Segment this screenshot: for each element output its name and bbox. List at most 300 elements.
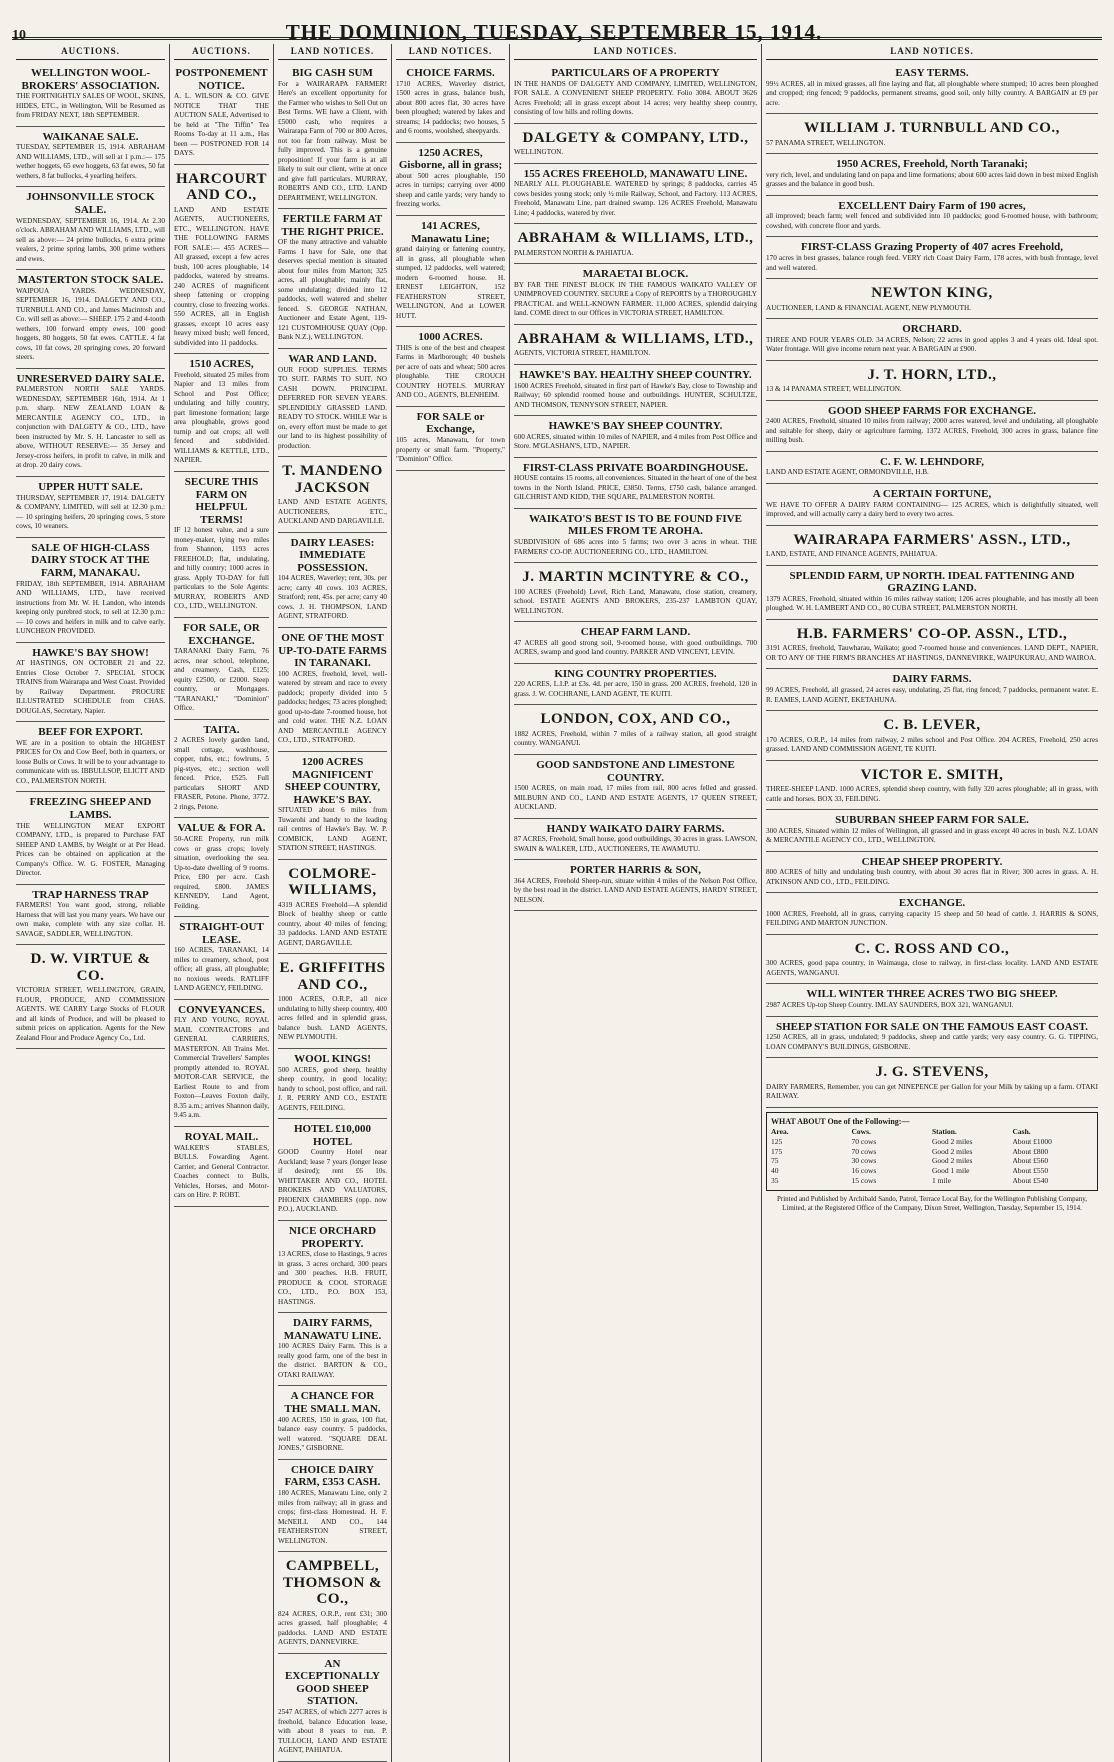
column-heading: LAND NOTICES. [514,44,757,60]
masthead [12,0,1102,44]
ad-title: FIRST-CLASS Grazing Property of 407 acres Freehold, [800,241,1064,254]
ad-title: EXCELLENT Dairy Farm of 190 acres, [838,199,1026,212]
ad-body: all improved; beach farm; well fenced and subdivided into 10 paddocks; good 6-roomed house, with bathroom; cowshed, with concrete floor and yards. [766,212,1098,230]
advertisement [278,533,387,628]
table-cell: About £560 [1012,1156,1049,1166]
ad-body: SUBDIVISION of 686 acres into 5 farms; two over 3 acres in wheat. THE FARMERS' CO-OP. AUCTIONEERING CO., LTD., HAMILTON. [514,538,757,556]
ad-title: A CERTAIN FORTUNE, [872,487,992,500]
ad-title: PARTICULARS OF A PROPERTY [551,67,720,79]
advertisement [396,143,505,216]
ad-title: WAR AND LAND. [288,352,377,365]
ad-title: J. T. HORN, LTD., [867,366,997,383]
ad-body: 50-ACRE Property, run milk cows or grass crops; lovely situation, overlooking the sea. Up-to-date dwelling of 9 rooms. Price, £80 per acre. Cash required, £800. JAMES KENNEDY, Land Agent, Feilding. [174,835,269,910]
ad-title: TAITA. [203,723,240,736]
ad-body: THURSDAY, SEPTEMBER 17, 1914. DALGETY & COMPANY, LIMITED, will sell at 12.30 p.m.:— 10 springing heifers, 20 springing cows, 5 store cows, 10 weaners. [16,493,165,531]
advertisement [396,327,505,407]
ad-title: SALE OF HIGH-CLASS DAIRY STOCK AT THE FARM, MANAKAU. [31,541,150,579]
column-5 [510,44,762,1762]
ad-body: TUESDAY, SEPTEMBER 15, 1914. ABRAHAM AND WILLIAMS, LTD., will sell at 1 p.m.:— 175 wether hoggets, 65 ewe hoggets, 63 fat ewes, 50 fat wethers, 8 fat bullocks, 4 yearling heifers. [16,143,165,180]
ad-body: AT HASTINGS, ON OCTOBER 21 and 22. Entries Close October 7. SPECIAL STOCK TRAINS from Wairarapa and West Coast. Provided by Railway Department. PROCURE ILLUSTRATED SCHEDULE from CHAS. DOUGLAS, Secretary, Napier. [16,659,165,715]
advertisement [514,365,757,416]
ad-title: J. G. STEVENS, [875,1064,989,1081]
ad-body: grand dairying or fattening country, all in grass, all ploughable when stumped, 12 paddocks, well watered; modern 6-roomed house. H. ERNEST LEIGHTON, 152 FEATHERSTON STREET, WELLINGTON, And at LOWER HUTT. [396,245,505,320]
advertisement [396,63,505,143]
ad-body: SITUATED about 6 miles from Tuwarohi and handy to the leading rail centres of Hawke's Bay. W. P. COMBICK, LAND AGENT, STATION STREET, HASTINGS. [278,806,387,853]
advertisement [278,1460,387,1552]
ad-body: A. L. WILSON & CO. GIVE NOTICE THAT THE AUCTION SALE, Advertised to be held at "The Tiffin" Tea Rooms To-day at 11 a.m., Has been — POSTPONED FOR 14 DAYS. [174,92,269,158]
ad-body: THE FORTNIGHTLY SALES OF WOOL, SKINS, HIDES, ETC., in Wellington, Will be Resumed as from FRIDAY NEXT, 18th SEPTEMBER. [16,92,165,120]
table-cell: 30 cows [851,1156,877,1166]
ad-body: WE HAVE TO OFFER A DAIRY FARM CONTAINING— 125 ACRES, which is delightfully situated, well improved, and will actually carry a dairy herd to every two acres. [766,500,1098,519]
advertisement [514,416,757,458]
advertisement [278,1119,387,1221]
ad-title: VALUE & FOR A. [177,822,266,835]
advertisement [278,349,387,457]
ad-title: EXCHANGE. [898,897,966,910]
ad-body: 2 ACRES lovely garden land, small cottage, washhouse, copper, tubs, etc.; fowlruns, 5 pig-styes, etc.; section well fenced. Price, £525. Full particulars SHORT AND FRASER, Petone. Phone, 3772. 2 rings, Petone. [174,736,269,811]
ad-title: ABRAHAM & WILLIAMS, LTD., [517,230,754,247]
ad-title: E. GRIFFITHS AND CO., [279,960,386,993]
ad-title: GOOD SANDSTONE AND LIMESTONE COUNTRY. [536,758,735,784]
advertisement [514,509,757,563]
advertisement [766,984,1098,1016]
paper-title: THE DOMINION, TUESDAY, SEPTEMBER 15, 1914. [285,20,823,44]
ad-title: 1950 ACRES, Freehold, North Taranaki; [836,158,1028,171]
ad-title: NEWTON KING, [871,285,993,302]
ad-body: 100 ACRES (Freehold) Level, Rich Land, Manawatu, close station, creamery, school. ESTATE AGENTS AND BROKERS, 235-237 LAMBTON QUAY, WELLINGTON. [514,587,757,615]
ad-body: 1000 ACRES, O.R.P., all nice undulating to hilly sheep country, 400 acres felled and in splendid grass, balance bush. LAND AGENTS, NEW PLYMOUTH. [278,995,387,1042]
ad-body: For a WAIRARAPA FARMER! Here's an excellent opportunity for the Farmer who wishes to Sell Out on Best Terms. WE have a Client, with £5000 cash, who requires a Wairarapa Farm of 700 or 800 Acres, not too far from railway. Must be fully improved. This is a genuine proposition! If your farm is at all likely to suit our client, write at once and give full particulars. MURRAY, ROBERTS AND CO., LTD. LAND DEPARTMENT, WELLINGTON. [278,79,387,202]
ad-title: STRAIGHT-OUT LEASE. [179,921,264,946]
ad-body: FLY AND YOUNG, ROYAL MAIL CONTRACTORS and GENERAL CARRIERS, MASTERTON. All Trains Met. Commercial Travellers' Samples promptly attended to. ROYAL MOTOR-CAR SERVICE, the Earliest Route to and from Foxton—Leaves Foxton daily, 8.35 a.m.; arrives Shannon daily, 9.45 a.m. [174,1016,269,1120]
imprint: Printed and Published by Archibald Sando, Patrol, Terrace Local Bay, for the Wellington Publishing Company, Limited, at the Registered Office of the Company, Dixon Street, Wellington, Tuesday, September 15, 1914. [776,1194,1087,1212]
advertisement [16,270,165,369]
ad-title: C. B. LEVER, [883,717,981,734]
ad-list [16,63,165,1049]
ad-body: THREE AND FOUR YEARS OLD. 34 ACRES, Nelson; 22 acres in good apples 3 and 4 years old. Ideal spot. Water frontage. Will give income return next year. A BARGAIN at £900. [766,335,1098,354]
ad-title: DAIRY FARMS, MANAWATU LINE. [283,1317,382,1342]
advertisement [514,705,757,755]
ad-body: 2987 ACRES Up-top Sheep Country. IMLAY SAUNDERS, BOX 321, WANGANUI. [766,1001,1014,1010]
ad-title: JOHNSONVILLE STOCK SALE. [26,191,155,217]
ad-title: 1200 ACRES MAGNIFICENT SHEEP COUNTRY, HAWKE'S BAY. [284,755,381,806]
advertisement [278,209,387,349]
ad-body: 824 ACRES, O.R.P., rent £31; 300 acres grassed, half ploughable; 4 paddocks. LAND AND ESTATE AGENTS, DANNEVIRKE. [278,1609,387,1647]
ad-body: 87 ACRES, Freehold, Small house, good outbuildings, 30 acres in grass. LAWSON, SWAIN & WALKER, LTD., AUCTIONEERS, TE AWAMUTU. [514,835,757,853]
ad-body: Freehold, situated 25 miles from Napier and 13 miles from School and Post Office; undulating and hilly country, part limestone formation; large area ploughable, grows good turnip and oat crops; all well fenced and subdivided. WILLIAMS & KETTLE, LTD., NAPIER. [174,370,269,465]
ad-title: MARAETAI BLOCK. [582,268,689,281]
header-cell: Cows. [851,1127,871,1137]
ad-title: HAWKE'S BAY SHOW! [32,646,149,659]
advertisement [766,852,1098,894]
advertisement [766,196,1098,238]
ad-title: HARCOURT AND CO., [176,170,267,204]
column-2 [170,44,274,1762]
advertisement [278,457,387,533]
advertisement [174,818,269,917]
ad-body: 1250 ACRES, all in grass, undulated; 9 paddocks, sheep and cattle yards; very easy country. G. G. TIPPING, LOAN COMPANY'S BUILDINGS, GISBORNE. [766,1033,1098,1051]
advertisement [514,458,757,509]
advertisement [174,618,269,720]
advertisement [766,114,1098,154]
advertisement [278,63,387,209]
ad-body: WAIPOUA YARDS. WEDNESDAY, SEPTEMBER 16, 1914. DALGETY AND CO., TURNBULL AND CO., and James Macintosh and Co. will sell as above:— SHEEP. 175 2 and 4-tooth wethers, 100 forward empty ewes, 100 good hoggets, 80 hoggets, 50 fat ewes. CATTLE. 4 fat cows, 10 fat cows, 20 springing cows, 20 forward steers. [16,286,165,362]
advertisement [174,1000,269,1127]
ad-title: ORCHARD. [902,323,962,336]
ad-title: 1250 ACRES, Gisborne, all in grass; [398,146,503,172]
advertisement [278,1552,387,1654]
ad-title: CONVEYANCES. [178,1003,265,1016]
table-cell: About £1000 [1012,1136,1052,1146]
table-rows [771,1137,1093,1186]
ad-body: 57 PANAMA STREET, WELLINGTON. [766,138,886,147]
ad-title: WILL WINTER THREE ACRES TWO BIG SHEEP. [806,988,1058,1001]
advertisement [514,124,757,164]
table-cell: Good 2 miles [932,1136,973,1146]
ad-title: KING COUNTRY PROPERTIES. [554,667,717,680]
ad-title: SHEEP STATION FOR SALE ON THE FAMOUS EAST COAST. [775,1020,1089,1033]
advertisement [16,63,165,127]
ad-title: MASTERTON STOCK SALE. [17,274,164,287]
ad-body: LAND AND ESTATE AGENTS, AUCTIONEERS, ETC., WELLINGTON. HAVE THE FOLLOWING FARMS FOR SALE:— 455 ACRES—All grassed, except a few acres bush, 100 acres ploughable, 14 paddocks, watered by streams. 240 ACRES of magnificent sheep fattening or cropping country, close to freezing works. 550 ACRES, all in English grasses, except 10 acres easy heavy mixed bush; well fenced, subdivided into 11 paddocks. [174,205,269,347]
table-cell: 16 cows [851,1166,877,1176]
ad-title: 141 ACRES, Manawatu Line; [411,219,490,245]
advertisement [16,127,165,188]
ad-title: GOOD SHEEP FARMS FOR EXCHANGE. [828,404,1036,417]
advertisement [514,819,757,861]
ad-body: LAND AND ESTATE AGENTS, AUCTIONEERS, ETC., AUCKLAND AND DARGAVILLE. [278,498,387,526]
table-row [771,1176,1093,1186]
ad-body: 3191 ACRES, freehold, Tauwharau, Waikato; good 7-roomed house and conveniences. LAND DEPT., NAPIER, OR TO ANY OF THE FIRM'S BRANCHES AT HASTINGS, DANNEVIRKE, WAIPUKURAU, AND WAIROA. [766,644,1098,662]
advertisement [278,752,387,860]
advertisement [766,452,1098,484]
advertisement [396,216,505,327]
ad-title: UPPER HUTT SALE. [38,480,143,493]
advertisement [174,472,269,618]
advertisement [766,1017,1098,1059]
ad-body: NEARLY ALL PLOUGHABLE. WATERED by springs; 8 paddocks, carries 45 cows besides young stock; only ½ mile Railway, School, and Factory. 113 ACRES, Freehold, Manawatu Line, part drained swamp. 126 ACRES Freehold, Manawatu Line; 4 paddocks, watered by river. [514,180,757,217]
ad-body: 300 ACRES, Situated within 12 miles of Wellington, all grassed and in grass except 40 acres in bush. N.Z. LOAN & MERCANTILE AGENCY CO., LTD., WELLINGTON. [766,826,1098,845]
header-cell: Area. [771,1127,789,1137]
column-heading: LAND NOTICES. [766,44,1098,60]
ad-body: GOOD Country Hotel near Auckland; lease 7 years (longer lease if desired); rent £6 10s. WHITTAKER AND CO., HOTEL BROKERS AND VALUATORS, PHOENIX CHAMBERS (opp. now P.O.), AUCKLAND. [278,1148,387,1214]
advertisement [16,722,165,792]
ad-title: AN EXCEPTIONALLY GOOD SHEEP STATION. [285,1657,380,1708]
table-cell: Good 1 mile [932,1166,970,1176]
ad-body: 1882 ACRES, Freehold, within 7 miles of a railway station, all good straight country. WANGANUI. [514,729,757,748]
ad-title: C. F. W. LEHNDORF, [879,455,985,468]
ad-body: 300 ACRES, good papa country, in Waimauga, close to railway, in first-class locality. LAND AND ESTATE AGENTS, WANGANUI. [766,959,1098,977]
ad-title: 1000 ACRES. [418,331,483,344]
ad-body: 4319 ACRES Freehold—A splendid Block of healthy sheep or cattle country, about 40 miles of fencing; 33 paddocks. LAND AND ESTATE AGENT, DARGAVILLE. [278,900,387,947]
advertisement [16,643,165,723]
advertisement [766,526,1098,566]
table-cell: Good 2 miles [932,1146,973,1156]
ad-title: SECURE THIS FARM ON HELPFUL TERMS! [184,475,259,526]
table-cell: About £800 [1012,1146,1049,1156]
ad-list [766,63,1098,1108]
table-cell: About £540 [1012,1175,1049,1185]
ad-body: PALMERSTON NORTH SALE YARDS. WEDNESDAY, SEPTEMBER 16th, 1914. At 1 p.m. sharp. NEW ZEALAND LOAN & MERCANTILE AGENCY CO., LTD., in conjunction with DALGETY & CO., LTD., have been instructed by Mr. S. H. Lancaster to sell as above, WITHOUT RESERVE:— 35 Jersey and Jersey-cross heifers, in profit to calve, in milk and at drop. 20 dairy cows. [16,385,165,470]
advertisement [278,628,387,752]
advertisement [766,279,1098,319]
ad-body: 47 ACRES all good strong soil, 9-roomed house, with good outbuildings. 700 ACRES, swamp and good land country. PARKER AND VINCENT, LEVIN. [514,638,757,657]
table-cell: 125 [771,1136,783,1146]
ad-body: DAIRY FARMERS, Remember, you can get NINEPENCE per Gallon for your Milk by taking up a farm. OTAKI RAILWAY. [766,1082,1098,1101]
ad-body: AGENTS, VICTORIA STREET, HAMILTON. [514,349,651,358]
ad-title: TRAP HARNESS TRAP [32,888,149,901]
advertisement [514,325,757,365]
ad-title: FIRST-CLASS PRIVATE BOARDINGHOUSE. [522,461,749,474]
advertisement [766,566,1098,620]
ad-body: 100 ACRES, freehold, level, well-watered by stream and race to every paddock; properly divided into 5 paddocks; hedges; 73 acres ploughed; good up-to-date 7-roomed house, hot and cold water. THE N.Z. LOAN AND MERCANTILE AGENCY CO., LTD., STRATFORD. [278,669,387,745]
ad-list [174,63,269,1207]
ad-body: 1710 ACRES, Waverley district, 1500 acres in grass, balance bush, about 800 acres flat, 30 acres have been ploughed; watered by lakes and streams; 14 paddocks; two houses, 5 and 6 rooms, woolshed, sheepyards. [396,79,505,136]
ad-title: SUBURBAN SHEEP FARM FOR SALE. [835,814,1029,827]
advertisement [16,792,165,884]
advertisement [278,1654,387,1762]
table-row [771,1147,1093,1157]
ad-body: VICTORIA STREET, WELLINGTON, GRAIN, FLOUR, PRODUCE, AND COMMISSION AGENTS. WE CARRY Large Stocks of FLOUR and all kinds of Produce, and will be pleased to submit prices on application. Agents for the New Zealand Flour and Produce Agency Co., Ltd. [16,986,165,1042]
page-number: 10 [12,28,26,43]
column-4 [392,44,510,1762]
table-header [771,1127,1093,1137]
ad-title: 155 ACRES FREEHOLD, MANAWATU LINE. [523,167,748,180]
ad-body: 2547 ACRES, of which 2277 acres is freehold, balance Education lease, with about 8 years to run. P. TULLOCH, LAND AND ESTATE AGENT, PAHIATUA. [278,1708,387,1755]
ad-body: 99½ ACRES, all in mixed grasses, all fine laying and flat, all ploughable where stumped; 10 acres been ploughed and cropped; ring fenced; 9 paddocks, permanent streams, good soil, only hilly country. A BARGAIN at £9 per acre. [766,79,1098,107]
advertisement [396,407,505,471]
ad-body: 364 ACRES, Freehold Sheep-run, situate within 4 miles of the Nelson Post Office, by the best road in the district. LAND AND ESTATE AGENTS, HARDY STREET, NELSON. [514,876,757,904]
ad-body: LAND AND ESTATE AGENT, ORMONDVILLE, H.B. [766,468,929,477]
ad-body: 1000 ACRES, Freehold, all in grass, carrying capacity 15 sheep and 50 head of cattle. J. HARRIS & SONS, FEILDING AND MARTON JUNCTION. [766,909,1098,928]
column-heading: LAND NOTICES. [278,44,387,60]
ad-title: BEEF FOR EXPORT. [38,726,143,739]
ad-title: NICE ORCHARD PROPERTY. [288,1224,377,1250]
ad-title: CHOICE FARMS. [406,67,495,79]
ad-body: FARMERS! You want good, strong, reliable Harness that will last you many years. We have our own make, complete with any size collar. H. SAVAGE, SADDLER, WELLINGTON. [16,901,165,938]
table-cell: 15 cows [851,1175,877,1185]
ad-body: THIS is one of the best and cheapest Farms in Marlborough; 40 bushels per acre of oats and wheat; 500 acres ploughable. THE CROUCH COUNTRY HOTELS. MURRAY AND CO., AGENTS, BLENHEIM. [396,343,505,400]
ad-body: very rich, level, and undulating land on papa and lime formations; about 600 acres laid down in best mixed English grasses and the balance in good bush. [766,170,1098,189]
advertisement [766,761,1098,811]
ad-body: TARANAKI Dairy Farm, 76 acres, near school, telephone, and creamery. Cash, £125; equity £2500, or £2000. Steep country, or Mortgages. "TARANAKI," "Dominion" Office. [174,647,269,713]
ad-body: 100 ACRES Dairy Farm. This is a really good farm, one of the best in the district. BARTON & CO., OTAKI RAILWAY. [278,1342,387,1379]
ad-body: WALKER'S STABLES, BULLS. Fowarding Agent. Carrier, and General Contractor. Coaches connect to Bulls, Vehicles, Horses, and Motor-cars on Hire. P. ROBT. [174,1143,269,1200]
advertisement [766,893,1098,935]
advertisement [278,954,387,1049]
table-cell: 35 [771,1175,779,1185]
ad-title: HANDY WAIKATO DAIRY FARMS. [546,822,725,835]
advertisement [278,1313,387,1386]
ad-body: PALMERSTON NORTH & PAHIATUA. [514,248,634,257]
column-1 [12,44,170,1762]
column-3 [274,44,392,1762]
ad-body: 180 ACRES, Manawatu Line, only 2 miles from railway; all in grass and crops; first-class Homestead. H. F. McNEILL AND CO., 144 FEATHERSTON STREET, WELLINGTON. [278,1489,387,1545]
ad-title: BIG CASH SUM [292,67,373,79]
table-row [771,1166,1093,1176]
advertisement [514,63,757,124]
advertisement [766,935,1098,985]
ad-body: AUCTIONEER, LAND & FINANCIAL AGENT, NEW PLYMOUTH. [766,303,971,312]
advertisement [514,860,757,911]
advertisement [16,945,165,1049]
ad-title: D. W. VIRTUE & CO. [30,951,151,984]
ad-body: 400 ACRES, 150 in grass, 100 flat, balance easy country. 5 paddocks, well watered. "SQUARE DEAL JONES," GISBORNE. [278,1415,387,1453]
advertisement [766,1058,1098,1108]
advertisement [16,369,165,477]
advertisement [514,264,757,325]
table-cell: 70 cows [851,1136,877,1146]
table-row [771,1137,1093,1147]
ad-title: WOOL KINGS! [294,1052,371,1065]
advertisement [766,154,1098,196]
ad-title: LONDON, COX, AND CO., [540,711,731,728]
advertisement [278,1049,387,1119]
ad-title: HAWKE'S BAY. HEALTHY SHEEP COUNTRY. [519,368,752,381]
advertisement [514,563,757,622]
ad-title: VICTOR E. SMITH, [860,766,1004,783]
advertisement [16,538,165,643]
advertisement [766,484,1098,526]
ad-title: WILLIAM J. TURNBULL AND CO., [804,120,1060,137]
ad-title: ROYAL MAIL. [184,1130,259,1143]
ad-title: J. MARTIN MCINTYRE & CO., [522,569,749,586]
advertisement [766,319,1098,361]
ad-title: A CHANCE FOR THE SMALL MAN. [284,1390,381,1416]
ad-body: 13 & 14 PANAMA STREET, WELLINGTON. [766,385,902,394]
ad-title: CHEAP SHEEP PROPERTY. [861,855,1003,868]
ad-title: C. C. ROSS AND CO., [854,940,1010,957]
advertisement [278,860,387,955]
advertisement [766,620,1098,670]
ad-body: FRIDAY, 18th SEPTEMBER, 1914. ABRAHAM AND WILLIAMS, LTD., have received instructions from Mr. W. H. Landon, who intends keeping only purebred stock, to sell at 12.30 p.m.:— 10 cows and heifers in milk and to calve early. LUNCHEON PROVIDED. [16,579,165,636]
ad-body: 1500 ACRES, on main road, 17 miles from rail, 800 acres felled and grassed. MILBURN AND CO., LAND AND ESTATE AGENTS, 17 QUEEN STREET, AUCKLAND. [514,784,757,812]
ad-title: POSTPONEMENT NOTICE. [175,67,268,92]
ad-body: 13 ACRES, close to Hastings, 9 acres in grass, 3 acres orchard, 300 pears and 300 peaches. H.B. FRUIT, PRODUCE & COOL STORAGE CO., LTD., P.O. BOX 153, HASTINGS. [278,1250,387,1306]
ad-title: ONE OF THE MOST UP-TO-DATE FARMS IN TARANAKI. [278,631,387,670]
ad-title: WAIRARAPA FARMERS' ASSN., LTD., [793,531,1071,548]
table-cell: 40 [771,1166,779,1176]
ad-body: OF the many attractive and valuable Farms I have for Sale, one that deserves special mention is situated about four miles from Marton; 325 acres, all ploughable; mainly flat, some undulating; divided into 12 paddocks, well watered and shelter fenced. S. GEORGE NATHAN, Auctioneer and Estate Agent, 119-121 CUSTOMHOUSE QUAY (Opp. Bank N.Z.), WELLINGTON. [278,238,387,342]
ad-title: WELLINGTON WOOL-BROKERS' ASSOCIATION. [21,67,160,92]
ad-body: 1379 ACRES, Freehold, situated within 16 miles railway station; 1206 acres ploughable, and has mostly all been ploughed. W. H. LAMBERT AND CO., 80 CUBA STREET, PALMERSTON NORTH. [766,594,1098,613]
ad-body: 160 ACRES, TARANAKI, 14 miles to creamery, school, post office; all grass, all ploughable; no noxious weeds. RATLIFF LAND AGENCY, FEILDING. [174,946,269,993]
ad-title: UNRESERVED DAIRY SALE. [16,372,165,385]
table-row [771,1156,1093,1166]
column-heading: LAND NOTICES. [396,44,505,60]
ad-title: CAMPBELL, THOMSON & CO., [282,1558,383,1608]
advertisement [766,361,1098,401]
ad-body: 170 ACRES, O.R.P., 14 miles from railway, 2 miles school and Post Office. 204 ACRES, Freehold, 250 acres grassed. LAND AND COMMISSION AGENT, TE KUITI. [766,735,1098,754]
table-cell: 75 [771,1156,779,1166]
columns [12,44,1102,1755]
table-caption: WHAT ABOUT One of the Following:— [771,1116,910,1126]
ad-body: IN THE HANDS OF DALGETY AND COMPANY, LIMITED, WELLINGTON, FOR SALE. A CONVENIENT SHEEP PROPERTY. Folio 3084. ABOUT 3626 Acres Freehold; all in grass except about 14 acres; very healthy sheep country, consisting of low hills and rolling downs. [514,79,757,117]
ad-title: CHEAP FARM LAND. [580,626,691,639]
ad-title: FERTILE FARM AT THE RIGHT PRICE. [281,213,384,238]
ad-body: IF 12 honest value, and a sure money-maker, lying two miles from Shannon, 1193 acres FREEHOLD; flat, undulating, and hilly country; 1000 acres in grass. Apply TO-DAY for full particulars to the Sole Agents: MURRAY, ROBERTS AND CO., LTD., WELLINGTON. [174,526,269,611]
ad-title: 1510 ACRES, [189,358,254,371]
column-heading: AUCTIONS. [174,44,269,60]
table-cell: 1 mile [932,1175,951,1185]
ad-body: 220 ACRES, L.I.P. at £3s. 4d. per acre, 150 in grass. 200 ACRES, freehold, 120 in grass. J. W. COCHRANE, LAND AGENT, TE KUITI. [514,680,757,698]
ad-title: DALGETY & COMPANY, LTD., [522,129,749,146]
advertisement [766,810,1098,852]
ad-body: OUR FOOD SUPPLIES. TERMS TO SUIT. FARMS TO SUIT. NO CASH DOWN. PRINCIPAL DEFERRED FOR SEVEN YEARS. SPLENDIDLY GRASSED LAND. READY TO STOCK. WHILE War is on, every effort must be made to get our land to its highest possibility of production. [278,365,387,450]
ad-title: ABRAHAM & WILLIAMS, LTD., [517,330,754,347]
header-cell: Station. [932,1127,957,1137]
advertisement [278,1221,387,1313]
ad-title: T. MANDENO JACKSON [282,463,383,496]
ad-body: 800 ACRES of hilly and undulating bush country, with about 30 acres flat in River; 300 acres in grass. A. H. ATKINSON AND CO., LTD., FEILDING. [766,868,1098,886]
ad-title: H.B. FARMERS' CO-OP. ASSN., LTD., [796,625,1068,642]
ad-body: 1600 ACRES Freehold, situated in first part of Hawke's Bay, close to Township and Railway; 60 splendid roomed house and outbuildings. HUNTER, SCHULTZE, AND THOMSON, TENNYSON STREET, NAPIER. [514,381,757,409]
ad-title: PORTER HARRIS & SON, [569,864,702,877]
ad-body: LAND, ESTATE, AND FINANCE AGENTS, PAHIATUA. [766,550,938,559]
ad-body: WELLINGTON. [514,148,564,157]
advertisement [514,164,757,225]
ad-title: FOR SALE or Exchange, [416,410,485,436]
ad-body: BY FAR THE FINEST BLOCK IN THE FAMOUS WAIKATO VALLEY OF UNIMPROVED COUNTRY. SECURE a Copy of REPORTS by a THOROUGHLY PRACTICAL and WELL-KNOWN FARMER. 11,000 ACRES, splendid dairying land. COME direct to our Offices in VICTORIA STREET, HAMILTON. [514,280,757,318]
advertisement [174,63,269,165]
ad-body: WEDNESDAY, SEPTEMBER 16, 1914. At 2.30 o'clock. ABRAHAM AND WILLIAMS, LTD., will sell as above:— 24 prime bullocks, 6 extra prime vealers, 2 prime spring lambs, 300 prime wethers and ewes. [16,216,165,263]
table-cell: 175 [771,1146,783,1156]
ad-list [396,63,505,471]
ad-body: about 500 acres ploughable, 150 acres in turnips; carrying over 4000 sheep and cattle yards; very handy to freezing works. [396,171,505,209]
advertisement [174,165,269,355]
advertisement [766,711,1098,761]
advertisement [174,917,269,1000]
advertisement [278,1386,387,1459]
table-cell: About £550 [1012,1166,1049,1176]
advertisement [766,237,1098,279]
ad-title: CHOICE DAIRY FARM, £353 CASH. [284,1463,381,1489]
ad-list [278,63,387,1762]
ad-title: DAIRY LEASES: IMMEDIATE POSSESSION. [290,536,375,574]
advertisement [16,477,165,538]
advertisement [514,755,757,819]
advertisement [174,720,269,819]
ad-body: 104 ACRES, Waverley; rent, 30s. per acre; carry 40 cows. 103 ACRES, Stratford; rent, 45s. per acre; carry 40 cows. J. H. THOMPSON, LAND AGENT, STRATFORD. [278,574,387,621]
advertisement [514,224,757,264]
ad-body: 170 acres in best grasses, balance rough feed. VERY rich Coast Dairy Farm, 178 acres, with bush frontage, level and well watered. [766,254,1098,272]
ad-body: 500 ACRES, good sheep, healthy sheep country, in good locality; handy to school, post office, and rail. J. R. PERRY AND CO., ESTATE AGENTS, FEILDING. [278,1065,387,1112]
ad-title: WAIKANAE SALE. [42,130,139,143]
ad-title: FOR SALE, OR EXCHANGE. [183,621,260,647]
advertisement [514,622,757,664]
ad-body: HOUSE contains 15 rooms, all conveniences. Situated in the heart of one of the best towns in the North Island. PRICE, £3850. Terms, £750 cash, balance arranged. GILCHRIST AND KIDD, THE SQUARE, PALMERSTON NORTH. [514,474,757,502]
advertisement [766,401,1098,452]
advertisement [16,885,165,946]
ad-body: 600 ACRES, situated within 10 miles of NAPIER, and 4 miles from Post Office and Store. M'GLASHAN'S, LTD., NAPIER. [514,432,757,451]
ad-title: COLMORE-WILLIAMS, [288,865,377,899]
table-cell: 70 cows [851,1146,877,1156]
ad-title: WAIKATO'S BEST IS TO BE FOUND FIVE MILES FROM TE AROHA. [529,512,742,538]
advertisement [766,669,1098,711]
ad-body: WE are in a position to obtain the HIGHEST PRICES for Ox and Cow Beef, both in quarters, or loose Bulls or Cows. It will be to your advantage to communicate with us. IBBULLSOP, ELICTT AND CO., PALMERSTON NORTH. [16,738,165,785]
ad-title: HOTEL £10,000 HOTEL [293,1123,372,1148]
table-cell: Good 2 miles [932,1156,973,1166]
advertisement [16,187,165,270]
ad-body: 2400 ACRES, Freehold, situated 10 miles from railway; 2000 acres watered, level and undulating, all ploughable and suitable for sheep, dairy or agriculture farming. 1372 ACRES, Freehold, 300 acres in grass, balance fine milling bush. [766,417,1098,445]
column-6 [762,44,1102,1762]
advertisement [174,354,269,472]
milk-farm-table [766,1112,1098,1191]
ad-title: HAWKE'S BAY SHEEP COUNTRY. [548,420,723,433]
header-cell: Cash. [1012,1127,1031,1137]
ad-list [514,63,757,911]
advertisement [514,664,757,706]
